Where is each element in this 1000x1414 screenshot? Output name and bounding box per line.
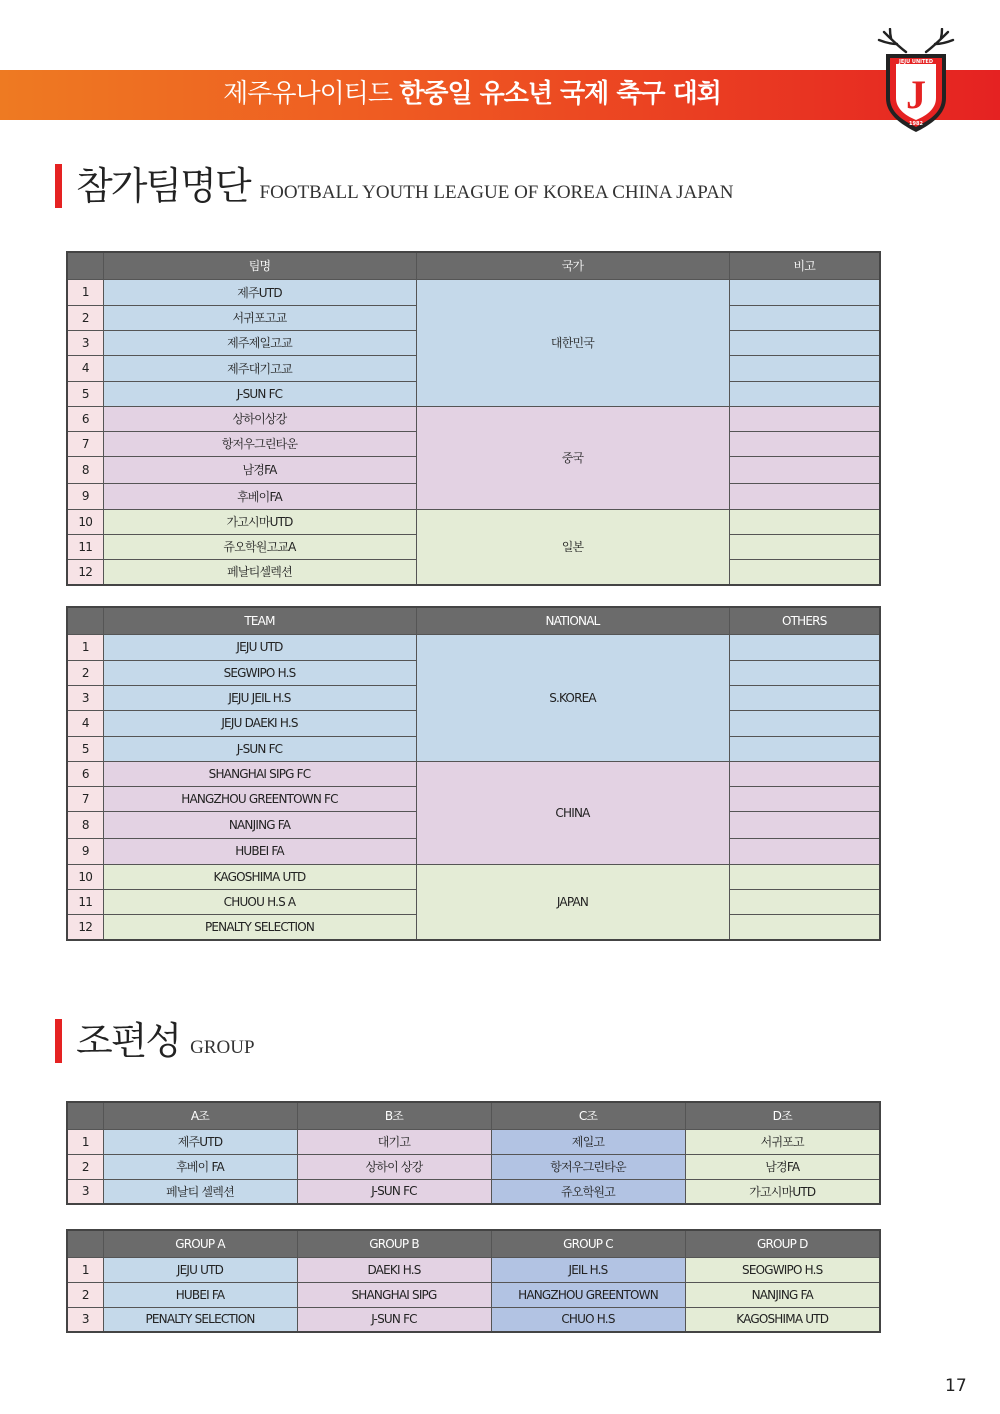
note-cell — [729, 864, 880, 889]
team-name: 쥬오학원고교A — [103, 534, 416, 559]
section-accent-bar — [55, 164, 62, 208]
team-name: NANJING FA — [103, 811, 416, 838]
group-d-team: NANJING FA — [685, 1282, 880, 1307]
team-name: J-SUN FC — [103, 736, 416, 761]
row-number: 1 — [67, 279, 103, 305]
section-heading-participants — [55, 164, 734, 208]
header-cell-group-a: GROUP A — [103, 1230, 297, 1257]
note-cell — [729, 406, 880, 431]
team-list-table-ko — [66, 251, 881, 586]
section-heading-groups — [55, 1019, 255, 1063]
row-number: 6 — [67, 761, 103, 786]
note-cell — [729, 534, 880, 559]
group-table-ko — [66, 1101, 881, 1205]
team-name: HANGZHOU GREENTOWN FC — [103, 786, 416, 811]
section-title-en: FOOTBALL YOUTH LEAGUE OF KOREA CHINA JAPAN — [259, 182, 734, 203]
group-a-team: 제주UTD — [103, 1129, 297, 1154]
row-number: 1 — [67, 1129, 103, 1154]
row-number: 12 — [67, 559, 103, 585]
team-list-table-en — [66, 606, 881, 941]
team-name: CHUOU H.S A — [103, 889, 416, 914]
header-cell-national: NATIONAL — [416, 607, 729, 634]
country-cell: 대한민국 — [416, 279, 729, 406]
group-a-team: JEJU UTD — [103, 1257, 297, 1282]
group-d-team: KAGOSHIMA UTD — [685, 1307, 880, 1332]
note-cell — [729, 710, 880, 736]
table-header-row — [67, 252, 880, 279]
note-cell — [729, 660, 880, 685]
emblem-text-top: JEJU UNITED — [898, 59, 934, 65]
row-number: 2 — [67, 305, 103, 330]
header-cell-note: 비고 — [729, 252, 880, 279]
group-d-team: 가고시마UTD — [685, 1179, 880, 1204]
group-c-team: 제일고 — [491, 1129, 685, 1154]
group-b-team: SHANGHAI SIPG — [297, 1282, 491, 1307]
note-cell — [729, 811, 880, 838]
table-header-row — [67, 607, 880, 634]
team-name: 남경FA — [103, 456, 416, 483]
row-number: 9 — [67, 483, 103, 509]
team-name: SHANGHAI SIPG FC — [103, 761, 416, 786]
group-b-team: DAEKI H.S — [297, 1257, 491, 1282]
jeju-united-emblem-logo — [876, 28, 956, 136]
note-cell — [729, 456, 880, 483]
header-cell-team: 팀명 — [103, 252, 416, 279]
country-cell: JAPAN — [416, 864, 729, 940]
note-cell — [729, 431, 880, 456]
team-name: 가고시마UTD — [103, 509, 416, 534]
note-cell — [729, 355, 880, 381]
team-name: SEGWIPO H.S — [103, 660, 416, 685]
note-cell — [729, 330, 880, 355]
group-table-en — [66, 1229, 881, 1333]
section-title-en: GROUP — [190, 1037, 255, 1058]
group-b-team: 대기고 — [297, 1129, 491, 1154]
note-cell — [729, 685, 880, 710]
row-number: 12 — [67, 914, 103, 940]
row-number: 11 — [67, 534, 103, 559]
table-row — [67, 279, 880, 305]
row-number: 1 — [67, 1257, 103, 1282]
header-cell-group-b: B조 — [297, 1102, 491, 1129]
team-name: KAGOSHIMA UTD — [103, 864, 416, 889]
note-cell — [729, 634, 880, 660]
row-number: 4 — [67, 355, 103, 381]
group-b-team: J-SUN FC — [297, 1179, 491, 1204]
note-cell — [729, 761, 880, 786]
team-name: JEJU UTD — [103, 634, 416, 660]
table-row — [67, 1307, 880, 1332]
team-name: 제주제일고교 — [103, 330, 416, 355]
group-c-team: JEIL H.S — [491, 1257, 685, 1282]
row-number: 3 — [67, 1307, 103, 1332]
table-header-row — [67, 1102, 880, 1129]
team-name: 상하이상강 — [103, 406, 416, 431]
group-d-team: SEOGWIPO H.S — [685, 1257, 880, 1282]
row-number: 8 — [67, 811, 103, 838]
group-c-team: 항저우그린타운 — [491, 1154, 685, 1179]
note-cell — [729, 889, 880, 914]
team-name: 제주UTD — [103, 279, 416, 305]
row-number: 4 — [67, 710, 103, 736]
header-cell-country: 국가 — [416, 252, 729, 279]
team-name: J-SUN FC — [103, 381, 416, 406]
row-number: 5 — [67, 381, 103, 406]
team-name: JEJU DAEKI H.S — [103, 710, 416, 736]
table-row — [67, 1257, 880, 1282]
banner-title-bold: 한중일 유소년 국제 축구 대회 — [399, 79, 721, 109]
table-row — [67, 864, 880, 889]
team-name: 서귀포고교 — [103, 305, 416, 330]
row-number: 7 — [67, 431, 103, 456]
table-row — [67, 634, 880, 660]
row-number: 6 — [67, 406, 103, 431]
table-row — [67, 1282, 880, 1307]
note-cell — [729, 279, 880, 305]
note-cell — [729, 483, 880, 509]
row-number: 3 — [67, 685, 103, 710]
banner-title — [0, 76, 944, 112]
note-cell — [729, 786, 880, 811]
note-cell — [729, 736, 880, 761]
row-number: 7 — [67, 786, 103, 811]
row-number: 5 — [67, 736, 103, 761]
note-cell — [729, 509, 880, 534]
team-name: PENALTY SELECTION — [103, 914, 416, 940]
team-name: 항저우그린타운 — [103, 431, 416, 456]
row-number: 2 — [67, 1282, 103, 1307]
header-cell-team: TEAM — [103, 607, 416, 634]
row-number: 3 — [67, 1179, 103, 1204]
team-name: 페날티셀렉션 — [103, 559, 416, 585]
header-cell-group-b: GROUP B — [297, 1230, 491, 1257]
team-name: HUBEI FA — [103, 838, 416, 864]
row-number: 2 — [67, 1154, 103, 1179]
group-a-team: 후베이 FA — [103, 1154, 297, 1179]
note-cell — [729, 838, 880, 864]
country-cell: CHINA — [416, 761, 729, 864]
table-row — [67, 406, 880, 431]
note-cell — [729, 914, 880, 940]
header-cell-no — [67, 1230, 103, 1257]
team-name: JEJU JEIL H.S — [103, 685, 416, 710]
group-d-team: 서귀포고 — [685, 1129, 880, 1154]
header-cell-others: OTHERS — [729, 607, 880, 634]
row-number: 3 — [67, 330, 103, 355]
emblem-year: 1982 — [909, 121, 923, 127]
table-row — [67, 1154, 880, 1179]
group-a-team: HUBEI FA — [103, 1282, 297, 1307]
group-c-team: HANGZHOU GREENTOWN — [491, 1282, 685, 1307]
row-number: 8 — [67, 456, 103, 483]
country-cell: S.KOREA — [416, 634, 729, 761]
team-name: 제주대기고교 — [103, 355, 416, 381]
group-b-team: 상하이 상강 — [297, 1154, 491, 1179]
country-cell: 일본 — [416, 509, 729, 585]
note-cell — [729, 381, 880, 406]
banner-title-light: 제주유나이티드 — [223, 79, 392, 109]
country-cell: 중국 — [416, 406, 729, 509]
header-cell-group-c: GROUP C — [491, 1230, 685, 1257]
table-row — [67, 1179, 880, 1204]
row-number: 10 — [67, 864, 103, 889]
group-c-team: CHUO H.S — [491, 1307, 685, 1332]
section-title-ko: 조편성 — [76, 1019, 181, 1063]
table-header-row — [67, 1230, 880, 1257]
row-number: 1 — [67, 634, 103, 660]
team-name: 후베이FA — [103, 483, 416, 509]
header-cell-no — [67, 1102, 103, 1129]
group-a-team: PENALTY SELECTION — [103, 1307, 297, 1332]
table-row — [67, 1129, 880, 1154]
row-number: 11 — [67, 889, 103, 914]
header-cell-group-d: GROUP D — [685, 1230, 880, 1257]
table-row — [67, 761, 880, 786]
header-cell-group-c: C조 — [491, 1102, 685, 1129]
section-title-ko: 참가팀명단 — [76, 164, 250, 208]
page-number: 17 — [945, 1376, 967, 1396]
header-cell-group-d: D조 — [685, 1102, 880, 1129]
title-banner — [0, 70, 1000, 120]
group-c-team: 쥬오학원고 — [491, 1179, 685, 1204]
group-b-team: J-SUN FC — [297, 1307, 491, 1332]
header-cell-group-a: A조 — [103, 1102, 297, 1129]
group-d-team: 남경FA — [685, 1154, 880, 1179]
row-number: 2 — [67, 660, 103, 685]
table-row — [67, 509, 880, 534]
section-accent-bar — [55, 1019, 62, 1063]
emblem-letter: J — [906, 72, 926, 117]
row-number: 10 — [67, 509, 103, 534]
note-cell — [729, 559, 880, 585]
note-cell — [729, 305, 880, 330]
group-a-team: 페날티 셀렉션 — [103, 1179, 297, 1204]
header-cell-no — [67, 252, 103, 279]
row-number: 9 — [67, 838, 103, 864]
header-cell-no — [67, 607, 103, 634]
